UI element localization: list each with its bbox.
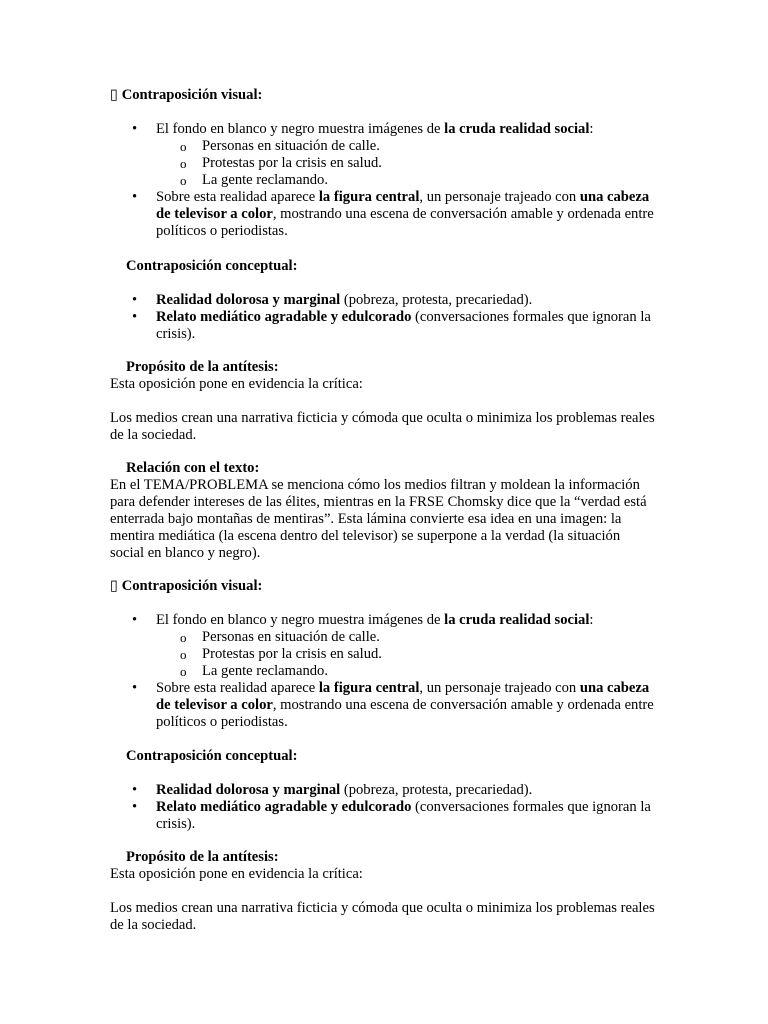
visual-bullets-1 — [110, 121, 655, 240]
sub-item: o La gente reclamando. — [156, 663, 655, 680]
purpose-line-2: Esta oposición pone en evidencia la crítica: — [110, 866, 363, 882]
visual-heading-text-1: Contraposición visual: — [121, 87, 263, 103]
purpose-paragraph-1: Los medios crean una narrativa ficticia y cómoda que oculta o minimiza los problemas reales de la sociedad. — [110, 410, 655, 443]
visual-bullet-figure-1: • Sobre esta realidad aparece la figura central, un personaje trajeado con una cabeza de televisor a color, mostrando una escena de conversación amable y ordenada entre políticos o periodistas. — [110, 189, 655, 240]
relation-paragraph: En el TEMA/PROBLEMA se menciona cómo los medios filtran y moldean la información para defender intereses de las élites, mientras en la FRSE Chomsky dice que la “verdad está enterrada bajo montañas de mentiras”. Esta lámina convierte esa idea en una imagen: la mentira mediática (la escena dentro del televisor) se superpone a la verdad (la situación social en blanco y negro). — [110, 477, 647, 561]
visual-sublist-1 — [156, 138, 655, 189]
purpose-section-2 — [110, 849, 655, 934]
visual-bullets-2 — [110, 612, 655, 731]
purpose-heading-2: Propósito de la antítesis: — [126, 849, 279, 865]
visual-section-2 — [110, 578, 655, 731]
visual-section-1 — [110, 87, 655, 240]
visual-sublist-2 — [156, 629, 655, 680]
visual-heading-text-2: Contraposición visual: — [121, 578, 263, 594]
sub-item: o La gente reclamando. — [156, 172, 655, 189]
conceptual-bullet-reality-1: • Realidad dolorosa y marginal (pobreza, protesta, precariedad). — [110, 292, 655, 309]
conceptual-bullet-reality-2: • Realidad dolorosa y marginal (pobreza, protesta, precariedad). — [110, 782, 655, 799]
purpose-paragraph-2: Los medios crean una narrativa ficticia y cómoda que oculta o minimiza los problemas reales de la sociedad. — [110, 900, 655, 933]
conceptual-bullets-1 — [110, 292, 655, 343]
sub-item: o Personas en situación de calle. — [156, 629, 655, 646]
conceptual-section-2 — [110, 748, 655, 833]
visual-bullet-reality-2: • El fondo en blanco y negro muestra imágenes de la cruda realidad social: o Personas en situación de calle. o Protestas por la crisis en salud. o La gente reclamando. — [110, 612, 655, 680]
purpose-section-1 — [110, 359, 655, 444]
visual-bullet-figure-2: • Sobre esta realidad aparece la figura central, un personaje trajeado con una cabeza de televisor a color, mostrando una escena de conversación amable y ordenada entre políticos o periodistas. — [110, 680, 655, 731]
conceptual-bullet-media-1: • Relato mediático agradable y edulcorado (conversaciones formales que ignoran la crisis). — [110, 309, 655, 343]
conceptual-heading-2: Contraposición conceptual: — [126, 748, 298, 764]
conceptual-bullets-2 — [110, 782, 655, 833]
purpose-line-1: Esta oposición pone en evidencia la crítica: — [110, 376, 363, 392]
relation-section — [110, 460, 655, 562]
conceptual-heading-1: Contraposición conceptual: — [126, 258, 298, 274]
sub-item: o Personas en situación de calle. — [156, 138, 655, 155]
purpose-heading-1: Propósito de la antítesis: — [126, 359, 279, 375]
visual-heading-1 — [110, 87, 655, 104]
visual-heading-2 — [110, 578, 655, 595]
conceptual-section-1 — [110, 258, 655, 343]
visual-bullet-reality-1: • El fondo en blanco y negro muestra imágenes de la cruda realidad social: o Personas en situación de calle. o Protestas por la crisis en salud. o La gente reclamando. — [110, 121, 655, 189]
sub-item: o Protestas por la crisis en salud. — [156, 646, 655, 663]
conceptual-bullet-media-2: • Relato mediático agradable y edulcorado (conversaciones formales que ignoran la crisis). — [110, 799, 655, 833]
sub-item: o Protestas por la crisis en salud. — [156, 155, 655, 172]
box-glyph-icon: ▯ — [110, 87, 119, 103]
box-glyph-icon: ▯ — [110, 578, 119, 594]
relation-heading: Relación con el texto: — [126, 460, 260, 476]
